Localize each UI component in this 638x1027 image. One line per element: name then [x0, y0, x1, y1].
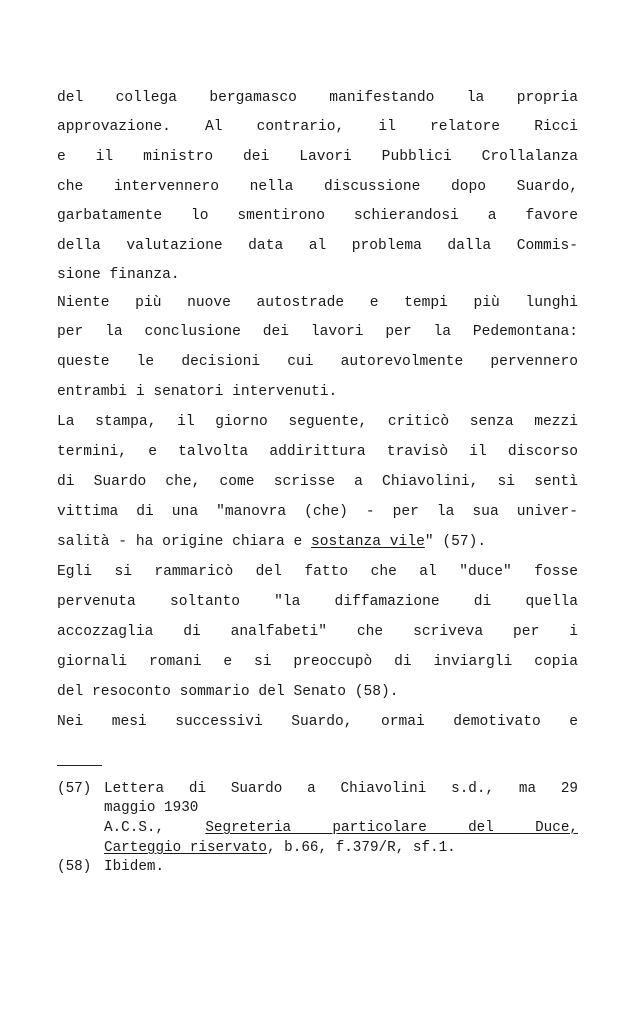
footnote-text: Lettera di Suardo a Chiavolini s.d., ma 29 — [104, 781, 578, 797]
body-line: Niente più nuove autostrade e tempi più lunghi — [57, 295, 578, 311]
body-line: sione finanza. — [57, 267, 180, 283]
footnote-text: Ibidem. — [104, 859, 165, 875]
body-line-text: salità - ha origine chiara e — [57, 534, 311, 550]
body-line: accozzaglia di analfabeti" che scriveva per i — [57, 624, 578, 640]
body-line: Egli si rammaricò del fatto che al "duce" fosse — [57, 564, 578, 580]
body-line: di Suardo che, come scrisse a Chiavolini, si sentì — [57, 474, 578, 490]
body-line: pervenuta soltanto "la diffamazione di quella — [57, 594, 578, 610]
body-line: vittima di una "manovra (che) - per la sua univer- — [57, 504, 578, 520]
body-line: entrambi i senatori intervenuti. — [57, 384, 338, 400]
underlined-phrase: sostanza vile — [310, 534, 425, 550]
body-line: per la conclusione dei lavori per la Pedemontana: — [57, 324, 578, 340]
body-line: della valutazione data al problema dalla Commis- — [57, 238, 578, 254]
body-line: approvazione. Al contrario, il relatore Ricci — [57, 119, 578, 135]
body-line: giornali romani e si preoccupò di inviargli copia — [57, 654, 578, 670]
footnote-number: (58) — [57, 859, 92, 875]
archive-series: Segreteria particolare del Duce, — [205, 820, 578, 836]
footnote-text — [104, 819, 578, 837]
footnote-text — [104, 839, 578, 857]
archive-ref: A.C.S., — [104, 820, 206, 836]
body-line: garbatamente lo smentirono schierandosi a favore — [57, 208, 578, 224]
footnote-text: maggio 1930 — [104, 800, 199, 816]
body-line: del resoconto sommario del Senato (58). — [57, 684, 399, 700]
archive-location: , b.66, f.379/R, sf.1. — [267, 840, 456, 856]
body-line — [57, 532, 578, 552]
footnote-number: (57) — [57, 781, 92, 797]
body-line: e il ministro dei Lavori Pubblici Crollalanza — [57, 149, 578, 165]
body-line: queste le decisioni cui autorevolmente pervennero — [57, 354, 578, 370]
citation-ref: " (57). — [424, 534, 487, 550]
archive-subseries: Carteggio riservato — [104, 840, 268, 856]
footnote-separator — [57, 765, 102, 766]
body-line: Nei mesi successivi Suardo, ormai demotivato e — [57, 714, 578, 730]
body-line: del collega bergamasco manifestando la propria — [57, 90, 578, 106]
body-line: termini, e talvolta addirittura travisò il discorso — [57, 444, 578, 460]
body-line: che intervennero nella discussione dopo Suardo, — [57, 179, 578, 195]
body-line: La stampa, il giorno seguente, criticò senza mezzi — [57, 414, 578, 430]
